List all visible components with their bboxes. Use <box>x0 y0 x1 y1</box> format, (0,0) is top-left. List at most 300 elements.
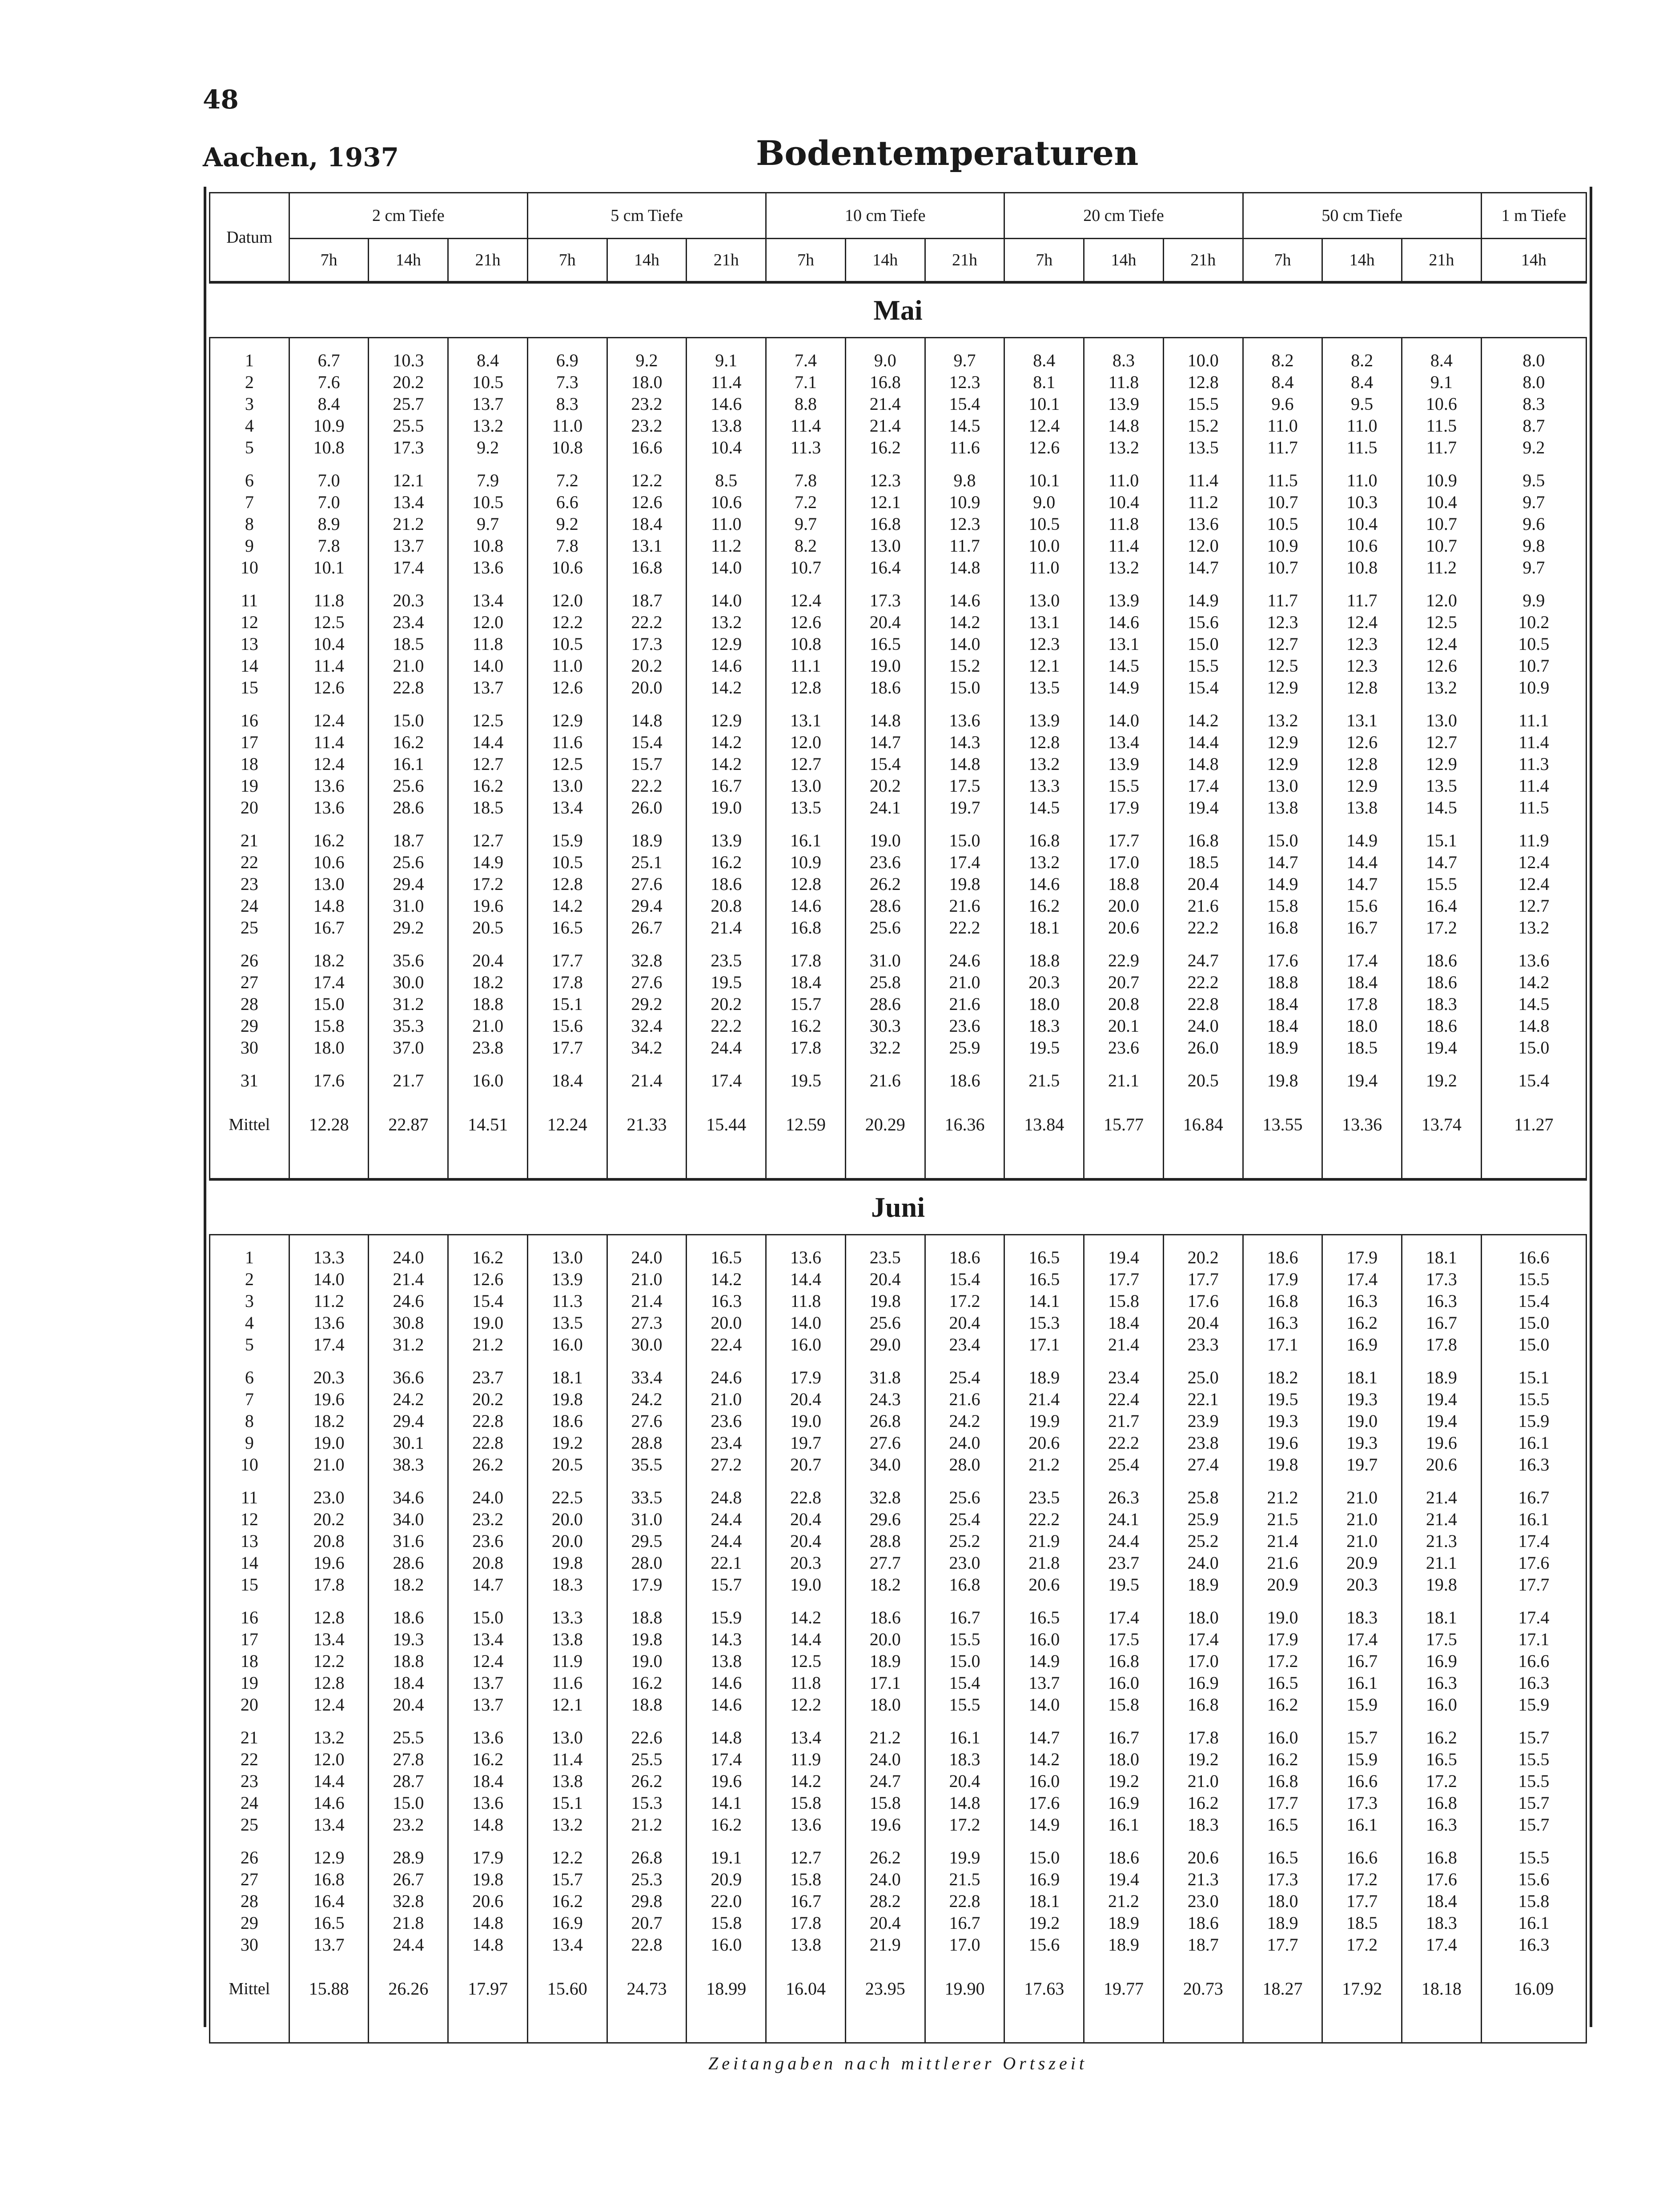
mean-value: 12.59 <box>766 1102 846 1147</box>
temperature-cell: 15.7 <box>1322 1727 1402 1748</box>
spacer-cell <box>210 1475 289 1487</box>
temperature-cell: 15.6 <box>1322 895 1402 917</box>
temperature-cell: 24.4 <box>687 1508 766 1530</box>
temperature-cell: 25.6 <box>845 917 925 938</box>
spacer-cell <box>925 1147 1004 1179</box>
temperature-cell: 19.1 <box>687 1847 766 1868</box>
temperature-cell: 23.6 <box>845 851 925 873</box>
spacer-cell <box>1402 698 1482 709</box>
temperature-cell: 13.8 <box>687 415 766 437</box>
spacer-cell <box>1402 1595 1482 1607</box>
temperature-cell: 17.6 <box>1243 950 1322 971</box>
temperature-cell: 32.8 <box>845 1487 925 1508</box>
day-cell: 9 <box>210 1432 289 1454</box>
spacer-cell <box>607 1147 687 1179</box>
temperature-cell: 16.7 <box>766 1890 846 1912</box>
temperature-cell: 12.3 <box>925 513 1004 535</box>
temperature-cell: 14.4 <box>766 1268 846 1290</box>
temperature-cell: 11.4 <box>1481 731 1586 753</box>
temperature-cell: 18.8 <box>369 1650 448 1672</box>
mean-label: Mittel <box>210 1102 289 1147</box>
spacer-cell <box>766 1956 846 1967</box>
spacer-cell <box>1402 2011 1482 2043</box>
temperature-cell: 18.9 <box>845 1650 925 1672</box>
temperature-cell: 12.4 <box>1402 633 1482 655</box>
temperature-cell: 11.8 <box>766 1672 846 1694</box>
temperature-cell: 24.3 <box>845 1388 925 1410</box>
temperature-cell: 22.4 <box>1084 1388 1164 1410</box>
temperature-cell: 13.5 <box>1004 677 1084 698</box>
temperature-cell: 25.6 <box>925 1487 1004 1508</box>
temperature-cell: 18.4 <box>1243 1015 1322 1037</box>
temperature-cell: 15.1 <box>527 993 607 1015</box>
temperature-cell: 19.0 <box>289 1432 369 1454</box>
mean-value: 13.74 <box>1402 1102 1482 1147</box>
temperature-cell: 8.1 <box>1004 371 1084 393</box>
footer-row <box>210 2043 1587 2084</box>
temperature-cell: 14.9 <box>1163 589 1243 611</box>
temperature-cell: 11.9 <box>766 1748 846 1770</box>
temperature-cell: 33.4 <box>607 1366 687 1388</box>
temperature-cell: 10.9 <box>766 851 846 873</box>
temperature-cell: 18.6 <box>1402 1015 1482 1037</box>
spacer-cell <box>527 1835 607 1847</box>
spacer-cell <box>1322 1235 1402 1247</box>
temperature-cell: 15.6 <box>527 1015 607 1037</box>
temperature-cell: 14.2 <box>1004 1748 1084 1770</box>
temperature-cell: 17.2 <box>1322 1868 1402 1890</box>
spacer-cell <box>210 1058 289 1070</box>
spacer-cell <box>845 578 925 589</box>
temperature-cell: 19.5 <box>1243 1388 1322 1410</box>
temperature-cell: 13.2 <box>448 415 528 437</box>
temperature-cell: 9.2 <box>527 513 607 535</box>
spacer-cell <box>766 2011 846 2043</box>
temperature-cell: 12.2 <box>289 1650 369 1672</box>
temperature-cell: 14.0 <box>687 557 766 578</box>
temperature-cell: 18.8 <box>607 1607 687 1628</box>
temperature-cell: 16.2 <box>1243 1694 1322 1715</box>
temperature-cell: 13.4 <box>369 491 448 513</box>
spacer-cell <box>1481 1956 1586 1967</box>
spacer-cell <box>607 578 687 589</box>
temperature-cell: 15.4 <box>1481 1290 1586 1312</box>
temperature-cell: 18.9 <box>1163 1574 1243 1595</box>
spacer-cell <box>289 1091 369 1102</box>
temperature-cell: 24.6 <box>369 1290 448 1312</box>
temperature-cell: 19.7 <box>766 1432 846 1454</box>
temperature-cell: 18.2 <box>845 1574 925 1595</box>
temperature-cell: 22.4 <box>687 1334 766 1355</box>
temperature-cell: 19.0 <box>687 797 766 818</box>
spacer-cell <box>1243 578 1322 589</box>
temperature-cell: 8.4 <box>1243 371 1322 393</box>
temperature-cell: 14.2 <box>925 611 1004 633</box>
spacer-cell <box>1084 1475 1164 1487</box>
table-row <box>210 1792 1587 1814</box>
temperature-cell: 19.3 <box>369 1628 448 1650</box>
temperature-cell: 10.8 <box>766 633 846 655</box>
day-cell: 4 <box>210 1312 289 1334</box>
temperature-cell: 31.6 <box>369 1530 448 1552</box>
temperature-cell: 15.8 <box>687 1912 766 1934</box>
temperature-cell: 30.0 <box>607 1334 687 1355</box>
temperature-cell: 13.8 <box>766 1934 846 1956</box>
temperature-cell: 10.5 <box>448 371 528 393</box>
spacer-cell <box>289 938 369 950</box>
spacer-row <box>210 818 1587 830</box>
temperature-cell: 17.7 <box>1084 830 1164 851</box>
temperature-cell: 20.6 <box>1004 1574 1084 1595</box>
temperature-cell: 17.2 <box>1322 1934 1402 1956</box>
temperature-cell: 16.3 <box>1481 1672 1586 1694</box>
temperature-cell: 20.4 <box>845 611 925 633</box>
temperature-cell: 12.2 <box>527 611 607 633</box>
spacer-cell <box>1163 1091 1243 1102</box>
temperature-cell: 16.6 <box>1322 1770 1402 1792</box>
spacer-row <box>210 338 1587 350</box>
temperature-cell: 12.3 <box>1004 633 1084 655</box>
temperature-cell: 16.1 <box>369 753 448 775</box>
temperature-cell: 8.8 <box>766 393 846 415</box>
time-header: 7h <box>766 239 846 283</box>
temperature-cell: 12.3 <box>925 371 1004 393</box>
temperature-cell: 14.7 <box>1004 1727 1084 1748</box>
temperature-cell: 14.2 <box>766 1770 846 1792</box>
mean-value: 24.73 <box>607 1967 687 2011</box>
day-cell: 27 <box>210 1868 289 1890</box>
temperature-cell: 10.5 <box>1481 633 1586 655</box>
temperature-cell: 10.9 <box>1402 469 1482 491</box>
temperature-cell: 19.0 <box>1322 1410 1402 1432</box>
spacer-cell <box>527 698 607 709</box>
temperature-cell: 26.7 <box>607 917 687 938</box>
temperature-cell: 28.6 <box>369 797 448 818</box>
temperature-cell: 28.8 <box>845 1530 925 1552</box>
temperature-cell: 22.6 <box>607 1727 687 1748</box>
temperature-cell: 16.9 <box>527 1912 607 1934</box>
temperature-cell: 16.2 <box>289 830 369 851</box>
spacer-cell <box>1004 818 1084 830</box>
temperature-cell: 13.2 <box>1084 557 1164 578</box>
temperature-cell: 17.4 <box>1322 950 1402 971</box>
time-header: 21h <box>1163 239 1243 283</box>
spacer-cell <box>289 818 369 830</box>
spacer-cell <box>845 1091 925 1102</box>
temperature-cell: 14.8 <box>925 557 1004 578</box>
temperature-cell: 18.7 <box>607 589 687 611</box>
temperature-cell: 18.0 <box>607 371 687 393</box>
temperature-cell: 12.9 <box>1243 753 1322 775</box>
spacer-cell <box>607 1715 687 1727</box>
spacer-cell <box>1243 338 1322 350</box>
spacer-cell <box>1004 458 1084 469</box>
temperature-cell: 12.1 <box>845 491 925 513</box>
temperature-cell: 11.3 <box>1481 753 1586 775</box>
temperature-cell: 16.2 <box>448 1748 528 1770</box>
temperature-cell: 19.3 <box>1322 1388 1402 1410</box>
temperature-cell: 11.2 <box>289 1290 369 1312</box>
temperature-cell: 21.2 <box>1004 1454 1084 1475</box>
day-cell: 23 <box>210 1770 289 1792</box>
spacer-cell <box>1004 2011 1084 2043</box>
spacer-cell <box>1163 1235 1243 1247</box>
temperature-cell: 18.4 <box>448 1770 528 1792</box>
temperature-cell: 11.0 <box>1084 469 1164 491</box>
day-cell: 19 <box>210 1672 289 1694</box>
temperature-cell: 9.5 <box>1322 393 1402 415</box>
table-row <box>210 1727 1587 1748</box>
table-row <box>210 655 1587 677</box>
spacer-cell <box>1243 938 1322 950</box>
spacer-cell <box>687 1956 766 1967</box>
temperature-cell: 12.6 <box>1004 437 1084 458</box>
spacer-cell <box>527 1475 607 1487</box>
temperature-cell: 32.4 <box>607 1015 687 1037</box>
temperature-cell: 12.8 <box>1322 753 1402 775</box>
temperature-cell: 13.6 <box>289 775 369 797</box>
temperature-cell: 20.4 <box>766 1508 846 1530</box>
time-header: 14h <box>607 239 687 283</box>
temperature-cell: 15.4 <box>1481 1070 1586 1091</box>
temperature-cell: 12.6 <box>527 677 607 698</box>
temperature-cell: 21.6 <box>1163 895 1243 917</box>
day-cell: 18 <box>210 753 289 775</box>
temperature-cell: 11.0 <box>527 415 607 437</box>
temperature-cell: 10.8 <box>289 437 369 458</box>
temperature-cell: 20.3 <box>369 589 448 611</box>
temperature-cell: 21.2 <box>448 1334 528 1355</box>
temperature-cell: 16.7 <box>925 1912 1004 1934</box>
day-cell: 12 <box>210 1508 289 1530</box>
spacer-cell <box>1163 1956 1243 1967</box>
spacer-cell <box>1322 1475 1402 1487</box>
temperature-cell: 24.0 <box>369 1246 448 1268</box>
spacer-cell <box>527 578 607 589</box>
temperature-cell: 14.7 <box>1243 851 1322 873</box>
temperature-cell: 14.8 <box>687 1727 766 1748</box>
temperature-cell: 15.5 <box>1402 873 1482 895</box>
temperature-cell: 17.2 <box>1402 917 1482 938</box>
temperature-cell: 19.6 <box>1402 1432 1482 1454</box>
day-cell: 3 <box>210 393 289 415</box>
table-row <box>210 1748 1587 1770</box>
temperature-cell: 16.4 <box>289 1890 369 1912</box>
spacer-cell <box>1163 1475 1243 1487</box>
temperature-cell: 28.6 <box>845 895 925 917</box>
spacer-cell <box>1322 2011 1402 2043</box>
temperature-cell: 16.2 <box>1402 1727 1482 1748</box>
temperature-cell: 13.5 <box>766 797 846 818</box>
temperature-cell: 17.3 <box>1322 1792 1402 1814</box>
temperature-cell: 13.2 <box>687 611 766 633</box>
temperature-cell: 13.7 <box>448 1694 528 1715</box>
temperature-cell: 24.0 <box>925 1432 1004 1454</box>
temperature-cell: 12.1 <box>1004 655 1084 677</box>
temperature-cell: 9.0 <box>1004 491 1084 513</box>
spacer-cell <box>687 1355 766 1366</box>
temperature-cell: 19.8 <box>527 1552 607 1574</box>
temperature-cell: 7.3 <box>527 371 607 393</box>
temperature-cell: 24.4 <box>1084 1530 1164 1552</box>
table-row <box>210 1015 1587 1037</box>
temperature-cell: 26.2 <box>845 1847 925 1868</box>
spacer-cell <box>766 1595 846 1607</box>
temperature-cell: 11.4 <box>1084 535 1164 557</box>
temperature-cell: 23.4 <box>369 611 448 633</box>
temperature-cell: 11.7 <box>1243 589 1322 611</box>
temperature-cell: 10.3 <box>369 349 448 371</box>
spacer-cell <box>210 1147 289 1179</box>
temperature-cell: 16.1 <box>925 1727 1004 1748</box>
spacer-cell <box>1084 1835 1164 1847</box>
day-cell: 3 <box>210 1290 289 1312</box>
temperature-cell: 14.2 <box>687 677 766 698</box>
spacer-cell <box>1004 338 1084 350</box>
temperature-cell: 14.6 <box>1084 611 1164 633</box>
table-row <box>210 1814 1587 1835</box>
temperature-cell: 15.8 <box>1243 895 1322 917</box>
spacer-cell <box>210 938 289 950</box>
temperature-cell: 20.2 <box>845 775 925 797</box>
temperature-cell: 25.7 <box>369 393 448 415</box>
temperature-cell: 16.9 <box>1163 1672 1243 1694</box>
temperature-cell: 12.3 <box>845 469 925 491</box>
spacer-cell <box>607 1235 687 1247</box>
temperature-cell: 22.9 <box>1084 950 1164 971</box>
spacer-cell <box>448 2011 528 2043</box>
temperature-cell: 14.8 <box>1163 753 1243 775</box>
temperature-cell: 21.2 <box>1084 1890 1164 1912</box>
temperature-cell: 17.7 <box>1163 1268 1243 1290</box>
day-cell: 4 <box>210 415 289 437</box>
temperature-cell: 13.2 <box>1004 753 1084 775</box>
temperature-cell: 18.8 <box>607 1694 687 1715</box>
table-row <box>210 873 1587 895</box>
temperature-cell: 19.6 <box>289 1388 369 1410</box>
day-cell: 22 <box>210 851 289 873</box>
temperature-cell: 7.0 <box>289 469 369 491</box>
spacer-cell <box>845 1715 925 1727</box>
temperature-cell: 15.7 <box>607 753 687 775</box>
temperature-cell: 26.2 <box>607 1770 687 1792</box>
temperature-cell: 12.0 <box>527 589 607 611</box>
table-row <box>210 415 1587 437</box>
temperature-cell: 16.8 <box>845 371 925 393</box>
temperature-cell: 15.4 <box>607 731 687 753</box>
day-cell: 8 <box>210 1410 289 1432</box>
temperature-cell: 16.7 <box>925 1607 1004 1628</box>
day-cell: 16 <box>210 709 289 731</box>
spacer-cell <box>607 1355 687 1366</box>
temperature-cell: 19.5 <box>766 1070 846 1091</box>
spacer-row <box>210 1235 1587 1247</box>
table-row <box>210 1388 1587 1410</box>
table-row <box>210 1912 1587 1934</box>
spacer-cell <box>1163 338 1243 350</box>
temperature-cell: 13.4 <box>448 1628 528 1650</box>
spacer-cell <box>1243 1835 1322 1847</box>
temperature-cell: 14.8 <box>845 709 925 731</box>
temperature-cell: 18.4 <box>1084 1312 1164 1334</box>
temperature-cell: 17.6 <box>1481 1552 1586 1574</box>
temperature-cell: 20.7 <box>607 1912 687 1934</box>
temperature-cell: 15.6 <box>1004 1934 1084 1956</box>
temperature-cell: 23.4 <box>687 1432 766 1454</box>
spacer-cell <box>210 1235 289 1247</box>
time-header: 7h <box>1243 239 1322 283</box>
temperature-cell: 18.0 <box>1163 1607 1243 1628</box>
temperature-cell: 31.0 <box>369 895 448 917</box>
spacer-cell <box>1322 1355 1402 1366</box>
spacer-cell <box>289 1956 369 1967</box>
temperature-cell: 8.5 <box>687 469 766 491</box>
temperature-cell: 32.8 <box>369 1890 448 1912</box>
temperature-cell: 8.3 <box>527 393 607 415</box>
temperature-cell: 21.3 <box>1402 1530 1482 1552</box>
temperature-cell: 26.8 <box>607 1847 687 1868</box>
temperature-cell: 22.1 <box>1163 1388 1243 1410</box>
temperature-cell: 19.8 <box>925 873 1004 895</box>
spacer-cell <box>766 338 846 350</box>
day-cell: 28 <box>210 993 289 1015</box>
spacer-cell <box>1481 1091 1586 1102</box>
temperature-cell: 15.0 <box>925 830 1004 851</box>
temperature-cell: 6.6 <box>527 491 607 513</box>
temperature-cell: 16.5 <box>687 1246 766 1268</box>
temperature-cell: 11.0 <box>1322 415 1402 437</box>
day-cell: 13 <box>210 1530 289 1552</box>
temperature-cell: 18.2 <box>289 950 369 971</box>
table-row <box>210 535 1587 557</box>
temperature-cell: 19.0 <box>845 655 925 677</box>
temperature-cell: 9.1 <box>687 349 766 371</box>
temperature-cell: 21.0 <box>1322 1508 1402 1530</box>
temperature-cell: 14.7 <box>1163 557 1243 578</box>
temperature-cell: 15.9 <box>1322 1694 1402 1715</box>
temperature-cell: 18.1 <box>1402 1246 1482 1268</box>
temperature-cell: 12.4 <box>1481 851 1586 873</box>
temperature-cell: 16.8 <box>1243 1290 1322 1312</box>
spacer-row <box>210 1835 1587 1847</box>
temperature-cell: 23.6 <box>687 1410 766 1432</box>
mean-label: Mittel <box>210 1967 289 2011</box>
mean-value: 12.24 <box>527 1102 607 1147</box>
day-cell: 9 <box>210 535 289 557</box>
temperature-cell: 12.0 <box>766 731 846 753</box>
temperature-cell: 7.8 <box>527 535 607 557</box>
temperature-cell: 17.4 <box>1084 1607 1164 1628</box>
spacer-cell <box>1243 1595 1322 1607</box>
temperature-cell: 16.0 <box>1004 1628 1084 1650</box>
temperature-cell: 15.7 <box>1481 1727 1586 1748</box>
mean-value: 11.27 <box>1481 1102 1586 1147</box>
temperature-cell: 13.6 <box>1481 950 1586 971</box>
spacer-cell <box>1004 1091 1084 1102</box>
temperature-cell: 15.6 <box>1163 611 1243 633</box>
table-row <box>210 437 1587 458</box>
temperature-cell: 16.8 <box>766 917 846 938</box>
spacer-cell <box>845 1595 925 1607</box>
temperature-cell: 18.2 <box>369 1574 448 1595</box>
temperature-cell: 22.5 <box>527 1487 607 1508</box>
temperature-cell: 28.6 <box>845 993 925 1015</box>
spacer-cell <box>289 698 369 709</box>
temperature-cell: 16.3 <box>1243 1312 1322 1334</box>
temperature-cell: 13.1 <box>1084 633 1164 655</box>
spacer-cell <box>527 938 607 950</box>
temperature-cell: 28.2 <box>845 1890 925 1912</box>
